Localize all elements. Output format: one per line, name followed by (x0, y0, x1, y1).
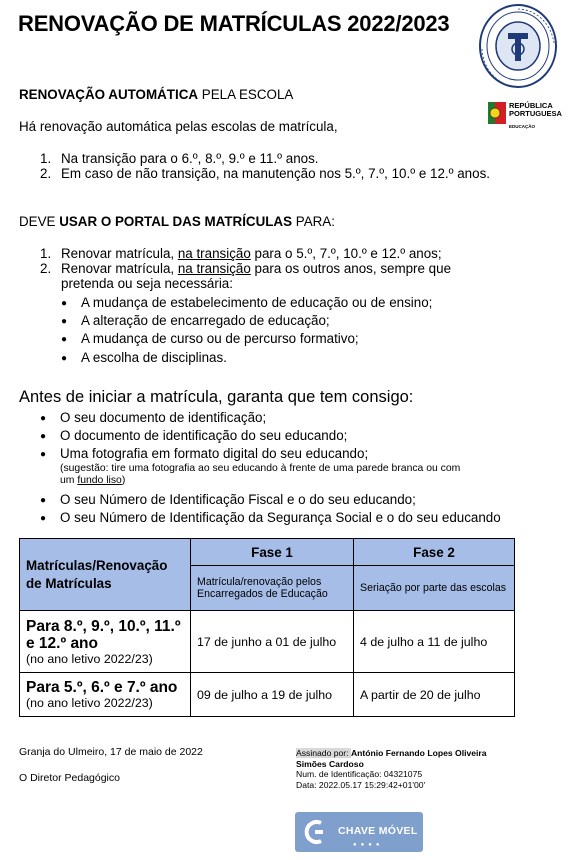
list-item: 2. Renovar matrícula, na transição para os outros anos, sempre que pretenda ou seja necessária: (40, 261, 452, 292)
chave-movel-dots: ●●●● (353, 842, 384, 848)
list-item: 1. Renovar matrícula, na transição para o 5.º, 7.º, 10.º e 12.º anos; (40, 246, 442, 261)
fase2-subheader: Seriação por parte das escolas (354, 566, 515, 611)
section1-intro: Há renovação automática pelas escolas de matrícula, (19, 119, 338, 134)
section2-bullets (61, 295, 531, 365)
republica-sub: EDUCAÇÃO (509, 124, 536, 129)
table-row (20, 673, 515, 717)
section1-list (19, 151, 539, 181)
page-title: RENOVAÇÃO DE MATRÍCULAS 2022/2023 (18, 11, 450, 36)
fase1-dates: 17 de junho a 01 de julho (191, 611, 354, 673)
section1-heading-bold: RENOVAÇÃO AUTOMÁTICA (19, 87, 199, 102)
list-item: ● A escolha de disciplinas. (61, 349, 227, 365)
section3-bullets (40, 410, 540, 525)
list-item: ● O documento de identificação do seu educando; (40, 428, 348, 444)
row-label: Para 8.º, 9.º, 10.º, 11.º e 12.º ano (no ano letivo 2022/23) (20, 611, 191, 673)
fase2-dates: 4 de julho a 11 de julho (354, 611, 515, 673)
list-item: ● Uma fotografia em formato digital do seu educando; (sugestão: tire uma fotografia ao seu educando à frente de uma parede branca ou com um fundo liso) (40, 446, 540, 487)
list-item: 2. Em caso de não transição, na manutenção nos 5.º, 7.º, 10.º e 12.º anos. (40, 166, 490, 182)
section2-list (19, 246, 539, 292)
director-role: O Diretor Pedagógico (19, 772, 120, 784)
section2-heading: DEVE USAR O PORTAL DAS MATRÍCULAS PARA: (19, 214, 335, 229)
list-item: ● A alteração de encarregado de educação; (61, 313, 330, 329)
list-item: ● A mudança de estabelecimento de educação ou de ensino; (61, 295, 433, 310)
chave-movel-label: CHAVE MÓVEL (338, 825, 418, 837)
row-label: Para 5.º, 6.º e 7.º ano (no ano letivo 2022/23) (20, 673, 191, 717)
fase1-header: Fase 1 (191, 539, 354, 566)
sig-label: Assinado por: (296, 748, 351, 758)
sig-id: Num. de Identificação: 04321075 (296, 769, 423, 779)
sig-name: António Fernando Lopes Oliveira Simões Cardoso (296, 748, 487, 769)
republica-line1: REPÚBLICA (509, 101, 553, 110)
school-seal-logo (478, 3, 558, 89)
photo-suggestion-note: (sugestão: tire uma fotografia ao seu educando à frente de uma parede branca ou com um fundo liso) (60, 462, 461, 487)
fase2-dates: A partir de 20 de julho (354, 673, 515, 717)
digital-signature-block (296, 748, 506, 790)
list-item: ● O seu Número de Identificação Fiscal e o do seu educando; (40, 491, 416, 507)
table-corner-header: Matrículas/Renovação de Matrículas (20, 539, 191, 611)
list-item: ● O seu Número de Identificação da Segurança Social e o do seu educando (40, 509, 501, 525)
section1-heading-rest: PELA ESCOLA (198, 87, 294, 102)
section1-heading (19, 86, 293, 103)
chave-movel-icon (303, 819, 329, 845)
list-item: 1. Na transição para o 6.º, 8.º, 9.º e 11.º anos. (40, 151, 319, 166)
list-item: ● A mudança de curso ou de percurso formativo; (61, 331, 359, 347)
fase2-header: Fase 2 (354, 539, 515, 566)
sig-date: Data: 2022.05.17 15:29:42+01'00' (296, 779, 426, 790)
fase1-subheader: Matrícula/renovação pelos Encarregados de Educação (191, 566, 354, 611)
place-date: Granja do Ulmeiro, 17 de maio de 2022 (19, 746, 203, 758)
fase1-dates: 09 de julho a 19 de julho (191, 673, 354, 717)
republica-portuguesa-logo (488, 100, 564, 134)
table-row (20, 611, 515, 673)
republica-line2: PORTUGUESA (509, 109, 562, 118)
list-item: ● O seu documento de identificação; (40, 410, 267, 425)
chave-movel-badge (295, 812, 423, 852)
schedule-table (19, 538, 515, 717)
section3-heading: Antes de iniciar a matrícula, garanta que tem consigo: (19, 388, 414, 406)
